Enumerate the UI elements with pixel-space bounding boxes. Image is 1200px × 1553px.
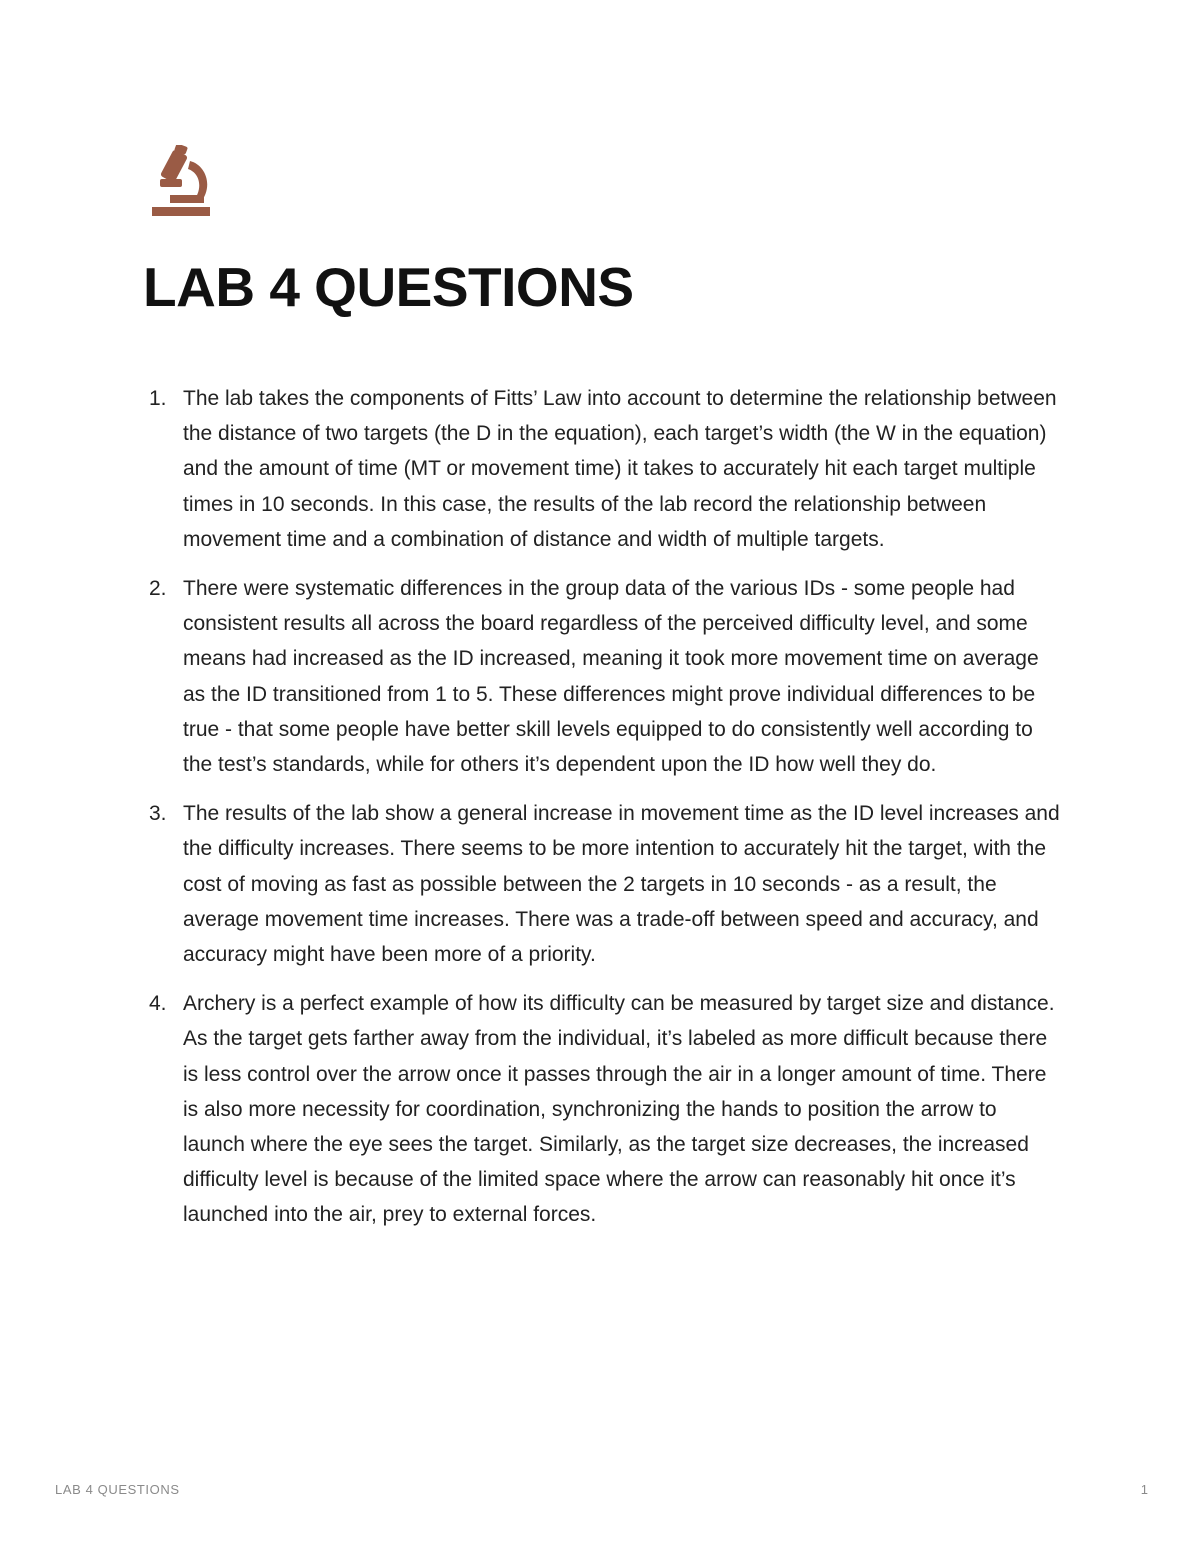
question-item-2	[149, 571, 1063, 782]
question-item-4	[149, 986, 1063, 1232]
question-text: The results of the lab show a general increase in movement time as the ID level increases and the difficulty increases. There seems to be more intention to accurately hit the target, with the cost of moving as fast as possible between the 2 targets in 10 seconds - as a result, the average movement time increases. There was a trade-off between speed and accuracy, and accuracy might have been more of a priority.	[183, 802, 1060, 967]
question-number: 2.	[149, 577, 167, 601]
question-text: There were systematic differences in the group data of the various IDs - some people had consistent results all across the board regardless of the perceived difficulty level, and some means had increased as the ID increased, meaning it took more movement time on average as the ID transitioned from 1 to 5. These differences might prove individual differences to be true - that some people have better skill levels equipped to do consistently well according to the test’s standards, while for others it’s dependent upon the ID how well they do.	[183, 577, 1039, 777]
question-number: 3.	[149, 802, 167, 826]
question-text: The lab takes the components of Fitts’ Law into account to determine the relationship between the distance of two targets (the D in the equation), each target’s width (the W in the equation) and the amount of time (MT or movement time) it takes to accurately hit each target multiple times in 10 seconds. In this case, the results of the lab record the relationship between movement time and a combination of distance and width of multiple targets.	[183, 387, 1057, 551]
question-number: 1.	[149, 387, 167, 410]
footer-page-number: 1	[1140, 1482, 1148, 1497]
question-item-3	[149, 796, 1063, 972]
question-number: 4.	[149, 992, 167, 1016]
questions-list	[149, 381, 1063, 1247]
footer-title: LAB 4 QUESTIONS	[55, 1482, 180, 1497]
microscope-icon	[152, 145, 212, 217]
page-title: LAB 4 QUESTIONS	[143, 256, 634, 318]
question-item-1	[149, 381, 1063, 557]
question-text: Archery is a perfect example of how its difficulty can be measured by target size and distance. As the target gets farther away from the individual, it’s labeled as more difficult because there is less control over the arrow once it passes through the air in a longer amount of time. There is also more necessity for coordination, synchronizing the hands to position the arrow to launch where the eye sees the target. Similarly, as the target size decreases, the increased difficulty level is because of the limited space where the arrow can reasonably hit once it’s launched into the air, prey to external forces.	[183, 992, 1055, 1227]
